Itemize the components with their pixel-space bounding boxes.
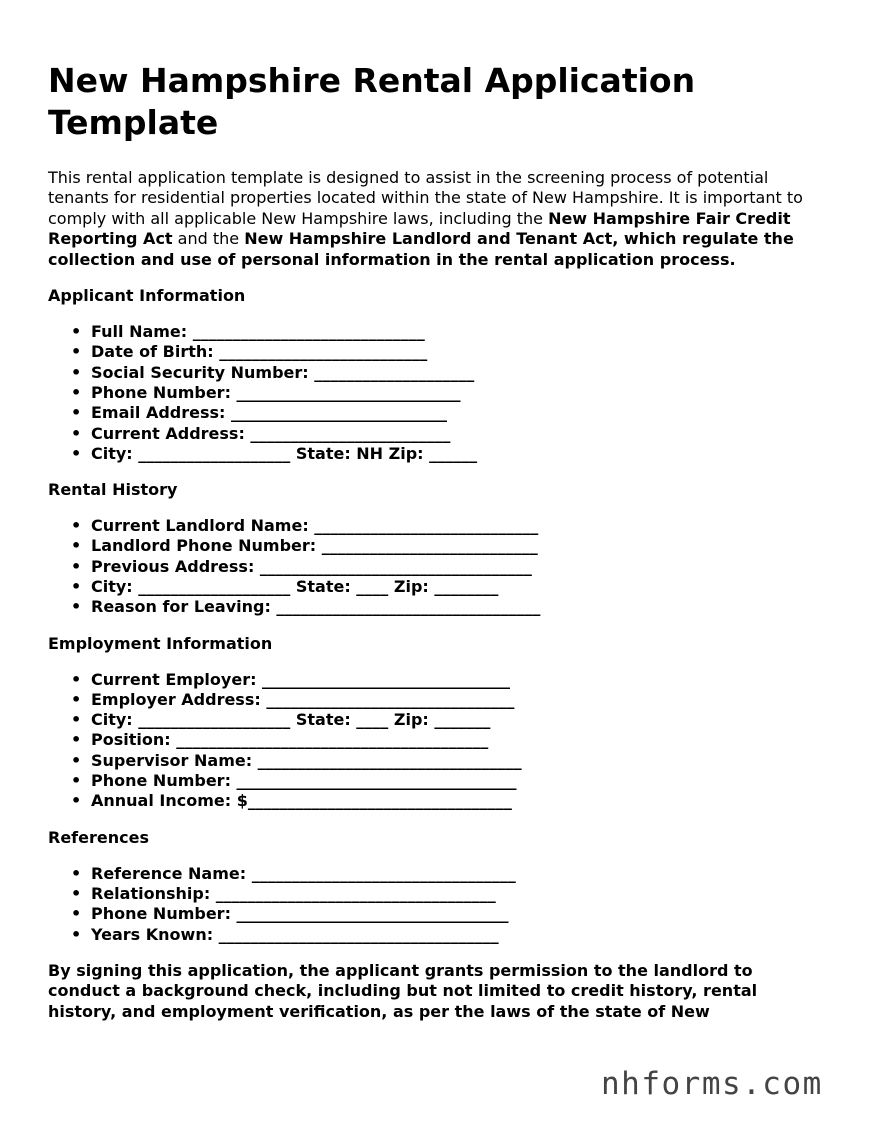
employment-list	[48, 670, 838, 812]
list-item: • Date of Birth: __________________________	[71, 342, 838, 362]
section-heading-references: References	[48, 827, 149, 847]
list-item: • Previous Address: __________________________________	[71, 557, 838, 577]
section-heading-employment: Employment Information	[48, 633, 273, 653]
section-heading-applicant: Applicant Information	[48, 286, 246, 306]
intro-paragraph	[48, 168, 823, 270]
list-item: • City: ___________________ State: ____ Zip: _______	[71, 710, 838, 730]
references-list	[48, 864, 838, 945]
list-item: • City: ___________________ State: NH Zip: ______	[71, 444, 838, 464]
list-item: • Current Employer: _______________________________	[71, 670, 838, 690]
list-item: • Phone Number: __________________________________	[71, 904, 838, 924]
list-item: • Social Security Number: ____________________	[71, 363, 838, 383]
list-item: • Landlord Phone Number: ___________________________	[71, 536, 838, 556]
list-item: • Reference Name: _________________________________	[71, 864, 838, 884]
list-item: • Relationship: ___________________________________	[71, 884, 838, 904]
intro-bold-1: New Hampshire Fair Credit Reporting Act	[48, 208, 791, 249]
intro-text-2: and the	[172, 229, 245, 249]
list-item: • Position: _______________________________________	[71, 730, 838, 750]
section-heading-rental-history: Rental History	[48, 480, 178, 500]
list-item: • Supervisor Name: _________________________________	[71, 751, 838, 771]
list-item: • Phone Number: ___________________________________	[71, 771, 838, 791]
list-item: • City: ___________________ State: ____ Zip: ________	[71, 577, 838, 597]
list-item: • Current Landlord Name: ____________________________	[71, 516, 838, 536]
consent-paragraph: By signing this application, the applicant grants permission to the landlord to conduct a background check, including but not limited to credit history, rental history, and employment verification, as per the laws of the state of New	[48, 960, 758, 1021]
rental-history-list	[48, 516, 838, 617]
intro-bold-2: New Hampshire Landlord and Tenant Act, which regulate the collection and use of personal information in the rental application process.	[48, 229, 794, 269]
list-item: • Employer Address: _______________________________	[71, 690, 838, 710]
list-item: • Full Name: _____________________________	[71, 322, 838, 342]
watermark: nhforms.com	[601, 1066, 823, 1102]
page-title: New Hampshire Rental Application Template	[48, 61, 696, 142]
list-item: • Current Address: _________________________	[71, 424, 838, 444]
intro-text-1: This rental application template is designed to assist in the screening process of potential tenants for residential properties located within the state of New Hampshire. It is important to comply with all applicable New Hampshire laws, including the	[48, 168, 803, 228]
list-item: • Years Known: ___________________________________	[71, 925, 838, 945]
list-item: • Phone Number: ____________________________	[71, 383, 838, 403]
list-item: • Annual Income: $_________________________________	[71, 791, 838, 811]
applicant-list	[48, 322, 838, 464]
list-item: • Reason for Leaving: _________________________________	[71, 597, 838, 617]
list-item: • Email Address: ___________________________	[71, 403, 838, 423]
document-page	[48, 60, 838, 1022]
